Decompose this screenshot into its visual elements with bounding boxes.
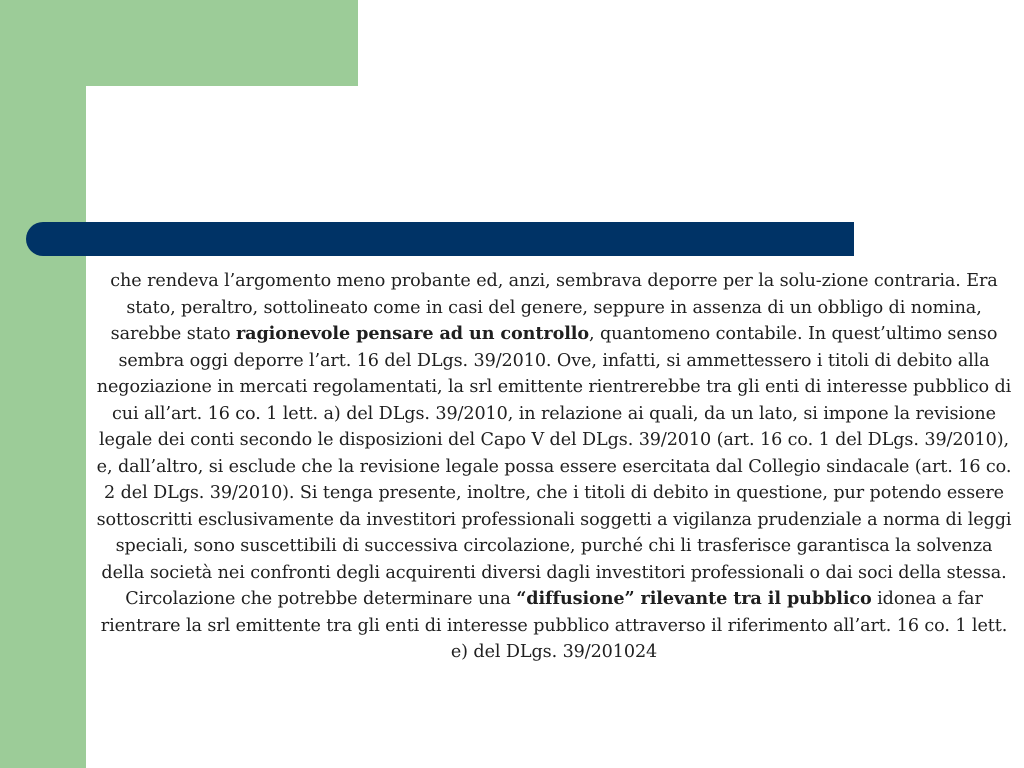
paragraph-text-part-3: idonea a far rientrare la srl emittente tra gli enti di interesse pubblico attraverso il riferimento all’art. 16 co. 1 lett. e) del DLgs. 39/201024 xyxy=(100,589,1008,662)
body-paragraph xyxy=(92,268,1016,666)
green-left-decoration xyxy=(0,0,86,768)
paragraph-bold-phrase-1: ragionevole pensare ad un controllo xyxy=(235,323,590,344)
title-bar-decoration xyxy=(26,222,854,256)
paragraph-text-part-1: che rendeva l’argomento meno probante ed, anzi, sembrava deporre per la solu-zione contraria. Era stato, peraltro, sottolineato come in casi del genere, seppure in assenza di un obbligo di nomina, sarebbe stato xyxy=(110,271,998,344)
paragraph-bold-phrase-2: “diffusione” rilevante tra il pubblico xyxy=(516,588,872,609)
paragraph-text-part-2: , quantomeno contabile. In quest’ultimo senso sembra oggi deporre l’art. 16 del DLgs. 39/2010. Ove, infatti, si ammettessero i titoli di debito alla negoziazione in mercati regolamentati, la srl emittente rientrerebbe tra gli enti di interesse pubblico di cui all’art. 16 co. 1 lett. a) del DLgs. 39/2010, in relazione ai quali, da un lato, si impone la revisione legale dei conti secondo le disposizioni del Capo V del DLgs. 39/2010 (art. 16 co. 1 del DLgs. 39/2010), e, dall’altro, si esclude che la revisione legale possa essere esercitata dal Collegio sindacale (art. 16 co. 2 del DLgs. 39/2010). Si tenga presente, inoltre, che i titoli di debito in questione, pur potendo essere sottoscritti esclusivamente da investitori professionali soggetti a vigilanza prudenziale a norma di leggi speciali, sono suscettibili di successiva circolazione, purché chi li trasferisce garantisca la solvenza della società nei confronti degli acquirenti diversi dagli investitori professionali o dai soci della stessa. Circolazione che potrebbe determinare una xyxy=(96,324,1012,609)
